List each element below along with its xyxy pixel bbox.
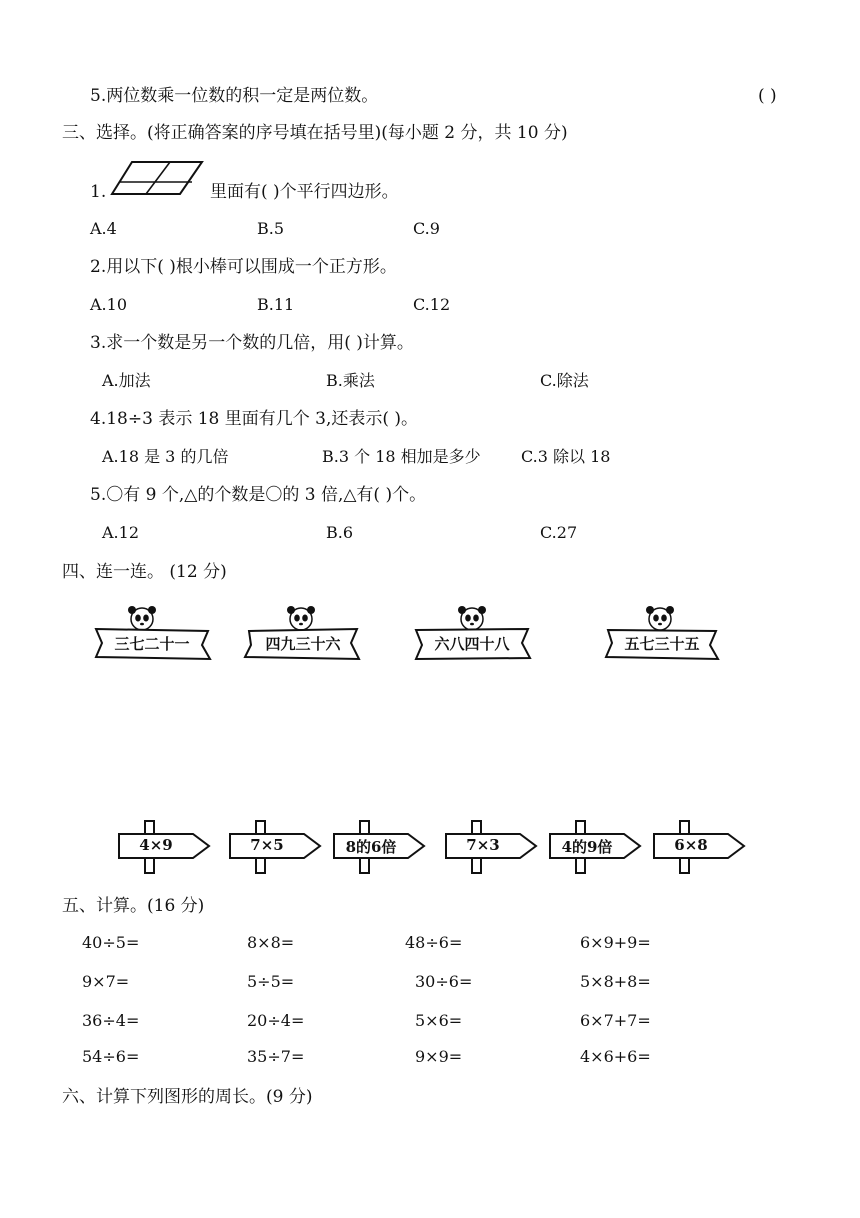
q3-option-b[interactable]: B.乘法: [326, 371, 375, 390]
q2-option-a[interactable]: A.10: [90, 295, 127, 314]
calc-item: 5×8+8=: [580, 972, 651, 991]
panda-sign[interactable]: [602, 603, 722, 665]
panda-sign[interactable]: [412, 603, 532, 665]
q5-option-a[interactable]: A.12: [102, 523, 139, 542]
calc-item: 6×7+7=: [580, 1011, 651, 1030]
q1-number: 1.: [90, 182, 107, 202]
q2-option-c[interactable]: C.12: [413, 295, 451, 314]
arrow-post[interactable]: [444, 820, 538, 874]
q1-option-b[interactable]: B.5: [257, 219, 285, 238]
q2-text: 2.用以下( )根小棒可以围成一个正方形。: [90, 257, 397, 277]
calc-item: 9×7=: [82, 972, 130, 991]
q4-option-c[interactable]: C.3 除以 18: [521, 447, 611, 466]
calc-item: 36÷4=: [82, 1011, 140, 1030]
calc-item: 54÷6=: [82, 1047, 140, 1066]
panda-sign[interactable]: [92, 603, 212, 665]
section5-heading: 五、计算。(16 分): [62, 896, 205, 916]
q3-option-a[interactable]: A.加法: [102, 371, 151, 390]
arrow-post[interactable]: [117, 820, 211, 874]
arrow-post[interactable]: [652, 820, 746, 874]
q3-text: 3.求一个数是另一个数的几倍，用( )计算。: [90, 333, 414, 353]
calc-item: 6×9+9=: [580, 933, 651, 952]
calc-item: 9×9=: [415, 1047, 463, 1066]
q4-text: 4.18÷3 表示 18 里面有几个 3,还表示( )。: [90, 409, 419, 429]
post-label: 4的9倍: [561, 838, 613, 856]
q1-text: 里面有( )个平行四边形。: [210, 182, 399, 202]
panda-sign[interactable]: [243, 603, 363, 665]
post-label: 7×3: [466, 836, 500, 854]
q5-option-b[interactable]: B.6: [326, 523, 354, 542]
calc-item: 30÷6=: [415, 972, 473, 991]
calc-item: 8×8=: [247, 933, 295, 952]
parallelogram-figure: [110, 160, 204, 196]
sign-label: 五七三十五: [624, 635, 700, 653]
section3-heading: 三、选择。(将正确答案的序号填在括号里)(每小题 2 分，共 10 分): [62, 123, 568, 143]
sign-label: 六八四十八: [434, 635, 510, 653]
q2-option-b[interactable]: B.11: [257, 295, 295, 314]
sign-label: 三七二十一: [114, 635, 190, 653]
sign-label: 四九三十六: [265, 635, 341, 653]
post-label: 4×9: [139, 836, 173, 854]
section4-heading: 四、连一连。 (12 分): [62, 562, 227, 582]
calc-item: 48÷6=: [405, 933, 463, 952]
q1-option-a[interactable]: A.4: [90, 219, 117, 238]
section6-heading: 六、计算下列图形的周长。(9 分): [62, 1087, 313, 1107]
q5-text: 5.〇有 9 个,△的个数是〇的 3 倍,△有( )个。: [90, 485, 427, 505]
calc-item: 35÷7=: [247, 1047, 305, 1066]
q3-option-c[interactable]: C.除法: [540, 371, 589, 390]
arrow-post[interactable]: [332, 820, 426, 874]
arrow-post[interactable]: [548, 820, 642, 874]
arrow-post[interactable]: [228, 820, 322, 874]
calc-item: 4×6+6=: [580, 1047, 651, 1066]
calc-item: 5÷5=: [247, 972, 295, 991]
post-label: 8的6倍: [345, 838, 397, 856]
calc-item: 40÷5=: [82, 933, 140, 952]
q4-option-b[interactable]: B.3 个 18 相加是多少: [322, 447, 481, 466]
q4-option-a[interactable]: A.18 是 3 的几倍: [102, 447, 229, 466]
post-label: 7×5: [250, 836, 284, 854]
post-label: 6×8: [674, 836, 708, 854]
q5-option-c[interactable]: C.27: [540, 523, 578, 542]
tf-question-5: 5.两位数乘一位数的积一定是两位数。: [90, 86, 379, 106]
calc-item: 5×6=: [415, 1011, 463, 1030]
answer-paren[interactable]: ( ): [758, 86, 777, 106]
q1-option-c[interactable]: C.9: [413, 219, 440, 238]
calc-item: 20÷4=: [247, 1011, 305, 1030]
